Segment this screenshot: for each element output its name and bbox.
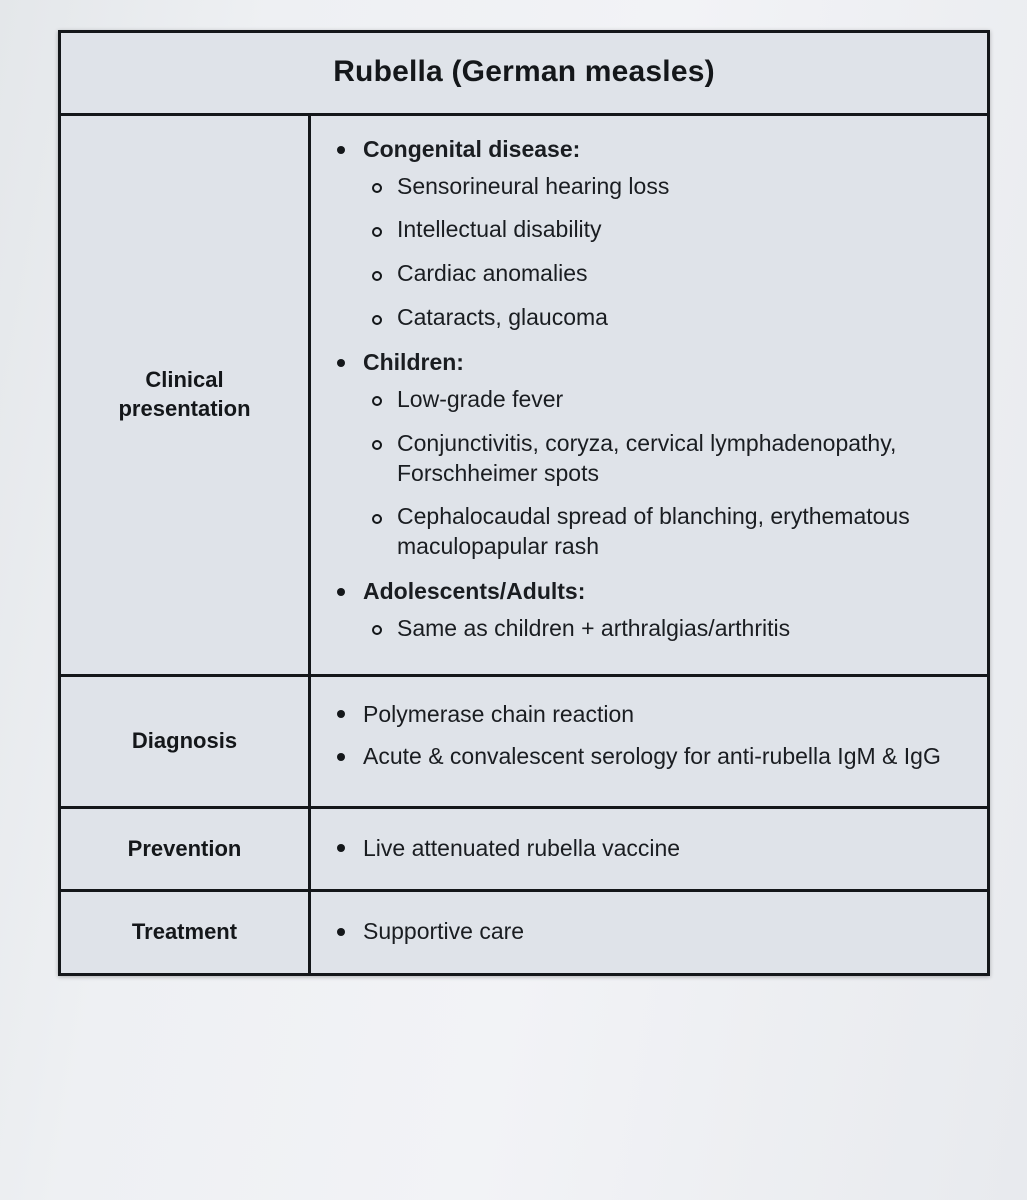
list-item <box>329 833 973 864</box>
bullet-circle-icon <box>372 396 382 406</box>
table-row <box>61 677 987 809</box>
sub-bullet-list <box>363 614 973 644</box>
row-label-text <box>118 366 250 423</box>
rubella-reference-table <box>58 30 990 976</box>
table-row <box>61 809 987 893</box>
bullet-circle-icon <box>372 271 382 281</box>
list-item-label: Children: <box>363 349 464 376</box>
row-label-diagnosis <box>61 677 311 806</box>
row-label-text <box>128 835 242 864</box>
list-item <box>329 741 973 772</box>
row-label-line-2: presentation <box>118 395 251 421</box>
list-item <box>363 259 973 289</box>
row-label-text <box>132 727 237 756</box>
bullet-circle-icon <box>372 183 382 193</box>
table-title-row <box>61 33 987 116</box>
table-row <box>61 116 987 677</box>
list-item <box>363 385 973 415</box>
list-item-label: Sensorineural hearing loss <box>397 172 670 199</box>
bullet-disc-icon <box>337 844 345 852</box>
bullet-circle-icon <box>372 514 382 524</box>
list-item-label: Intellectual disability <box>397 216 602 243</box>
list-item-label: Cardiac anomalies <box>397 260 588 287</box>
row-label-prevention <box>61 809 311 890</box>
list-item-label: Conjunctivitis, coryza, cervical lymphadenopathy, Forschheimer spots <box>397 429 897 486</box>
bullet-circle-icon <box>372 440 382 450</box>
list-item-label: Supportive care <box>363 918 525 945</box>
list-item <box>363 502 973 562</box>
bullet-disc-icon <box>337 753 345 761</box>
bullet-list <box>329 699 973 772</box>
row-label-text <box>132 918 237 947</box>
list-item-label: Low-grade fever <box>397 385 564 412</box>
row-label-line-1: Treatment <box>131 919 238 945</box>
sub-bullet-list <box>363 385 973 562</box>
list-item-label: Polymerase chain reaction <box>363 700 635 727</box>
list-item-label: Adolescents/Adults: <box>363 578 586 605</box>
list-item-label: Same as children + arthralgias/arthritis <box>397 614 791 641</box>
list-item-label: Congenital disease: <box>363 136 581 162</box>
row-label-clinical-presentation <box>61 116 311 674</box>
list-item <box>363 303 973 333</box>
list-item-label: Live attenuated rubella vaccine <box>363 834 681 861</box>
list-item <box>329 916 973 947</box>
list-item <box>363 215 973 245</box>
list-item <box>329 699 973 730</box>
list-item <box>363 172 973 202</box>
list-item <box>329 134 973 333</box>
row-content-clinical-presentation <box>311 116 987 674</box>
bullet-circle-icon <box>372 625 382 635</box>
list-item <box>329 347 973 562</box>
row-content-diagnosis <box>311 677 987 806</box>
row-label-treatment <box>61 892 311 973</box>
row-label-line-1: Prevention <box>127 835 242 861</box>
page-title: Rubella (German measles) <box>333 55 715 88</box>
bullet-circle-icon <box>372 227 382 237</box>
list-item <box>329 576 973 643</box>
table-row <box>61 892 987 973</box>
bullet-disc-icon <box>337 146 345 154</box>
row-content-treatment <box>311 892 987 973</box>
list-item-label: Acute & convalescent serology for anti-rubella IgM & IgG <box>363 743 941 770</box>
list-item <box>363 429 973 489</box>
bullet-list <box>329 134 973 644</box>
bullet-disc-icon <box>337 359 345 367</box>
list-item <box>363 614 973 644</box>
row-content-prevention <box>311 809 987 890</box>
bullet-disc-icon <box>337 928 345 936</box>
bullet-list <box>329 916 973 947</box>
bullet-list <box>329 833 973 864</box>
bullet-circle-icon <box>372 315 382 325</box>
bullet-disc-icon <box>337 710 345 718</box>
list-item-label: Cephalocaudal spread of blanching, erythematous maculopapular rash <box>397 503 910 560</box>
row-label-line-1: Diagnosis <box>131 727 238 753</box>
bullet-disc-icon <box>337 588 345 596</box>
row-label-line-1: Clinical <box>145 367 224 393</box>
list-item-label: Cataracts, glaucoma <box>397 304 608 331</box>
sub-bullet-list <box>363 172 973 334</box>
